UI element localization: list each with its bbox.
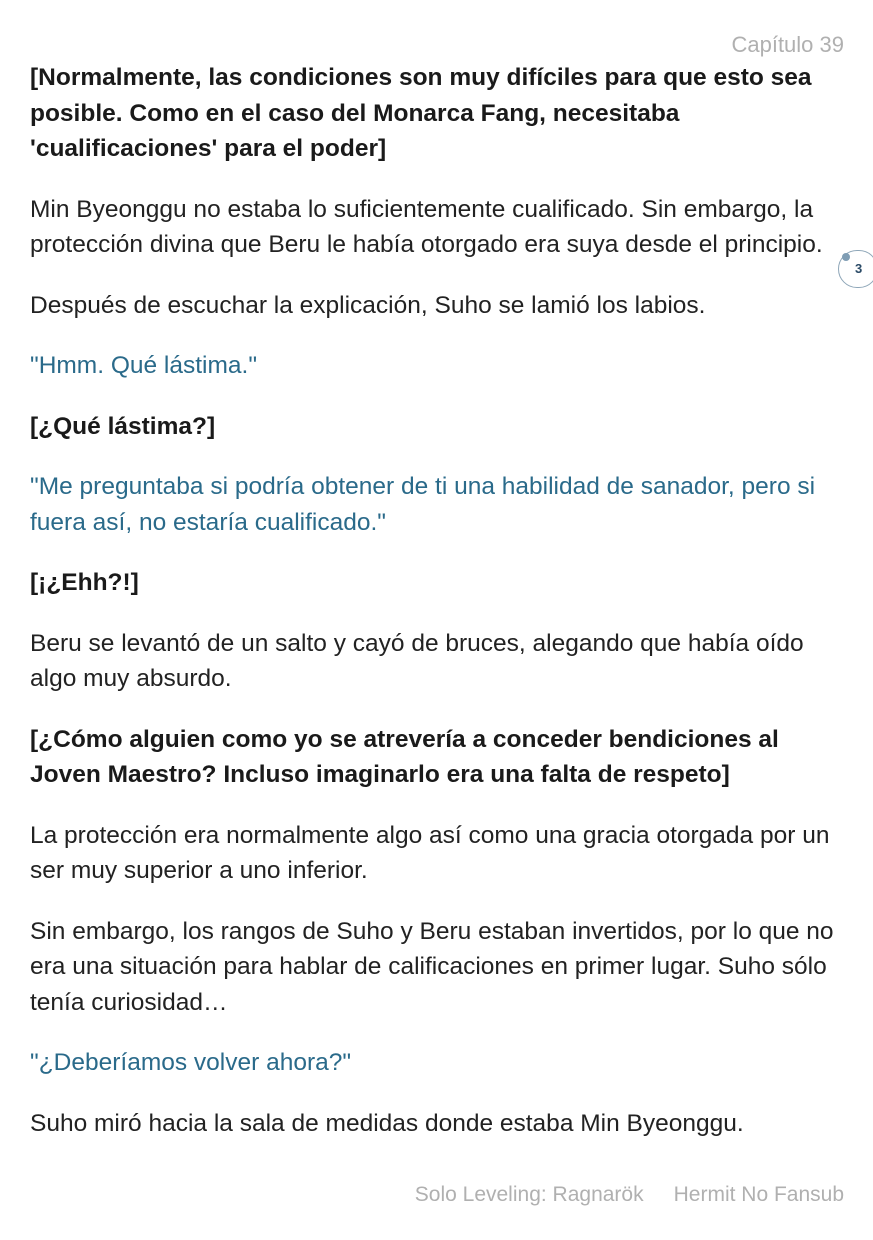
dialogue-line: "Me preguntaba si podría obtener de ti una habilidad de sanador, pero si fuera así, no estaría cualificado."	[30, 473, 816, 536]
system-message: [¿Qué lástima?]	[30, 412, 216, 440]
narration-paragraph: Suho miró hacia la sala de medidas donde estaba Min Byeonggu.	[30, 1109, 744, 1137]
system-message: [¿Cómo alguien como yo se atrevería a conceder bendiciones al Joven Maestro? Incluso imaginarlo era una falta de respeto]	[30, 725, 779, 788]
narration-paragraph: Sin embargo, los rangos de Suho y Beru estaban invertidos, por lo que no era una situación para hablar de calificaciones en primer lugar. Suho sólo tenía curiosidad…	[30, 917, 834, 1016]
footer-book-title: Solo Leveling: Ragnarök	[414, 1183, 644, 1206]
narration-paragraph: Beru se levantó de un salto y cayó de bruces, alegando que había oído algo muy absurdo.	[30, 629, 804, 692]
page-marker-number: 3	[855, 261, 863, 276]
footer-translator: Hermit No Fansub	[673, 1183, 844, 1206]
system-message: [Normalmente, las condiciones son muy difíciles para que esto sea posible. Como en el caso del Monarca Fang, necesitaba 'cualificaciones' para el poder]	[30, 64, 812, 162]
system-message: [¡¿Ehh?!]	[30, 569, 139, 596]
marker-dot-icon	[842, 253, 850, 261]
footer	[415, 1183, 844, 1207]
dialogue-line: "Hmm. Qué lástima."	[30, 352, 258, 379]
chapter-label: Capítulo 39	[731, 32, 844, 57]
narration-paragraph: La protección era normalmente algo así como una gracia otorgada por un ser muy superior a uno inferior.	[30, 821, 830, 884]
page-marker-button[interactable]	[838, 250, 873, 288]
chapter-text	[30, 60, 848, 1166]
dialogue-line: "¿Deberíamos volver ahora?"	[30, 1049, 352, 1076]
narration-paragraph: Después de escuchar la explicación, Suho se lamió los labios.	[30, 291, 706, 319]
narration-paragraph: Min Byeonggu no estaba lo suficientemente cualificado. Sin embargo, la protección divina que Beru le había otorgado era suya desde el principio.	[30, 195, 823, 258]
